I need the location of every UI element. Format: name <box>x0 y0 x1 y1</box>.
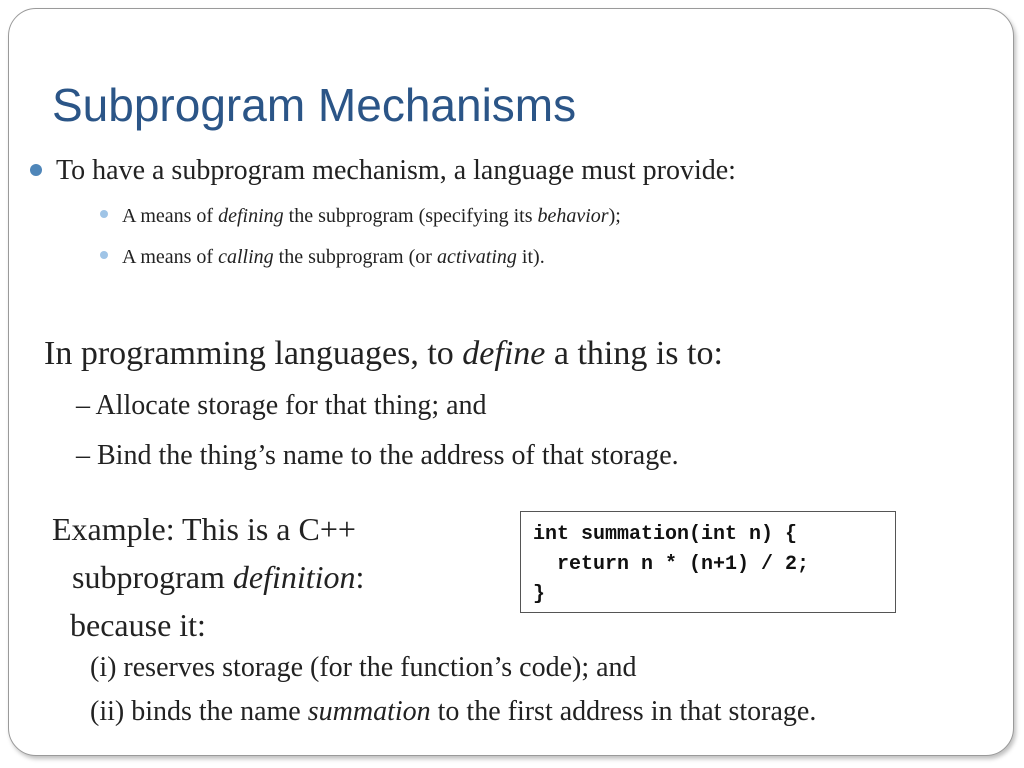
define-line-bind: – Bind the thing’s name to the address of that storage. <box>76 440 679 471</box>
code-block <box>520 511 896 613</box>
define-heading-text: In programming languages, to <box>44 335 463 372</box>
sub-bullet-defining <box>100 205 621 228</box>
sub-bullet-emphasis: defining <box>218 205 284 227</box>
sub-bullet-text: the subprogram (or <box>273 246 437 268</box>
slide-title: Subprogram Mechanisms <box>52 79 577 131</box>
example-emphasis: definition <box>232 559 356 595</box>
define-line-allocate: – Allocate storage for that thing; and <box>76 390 487 421</box>
sub-bullet-emphasis: activating <box>436 246 517 268</box>
sub-bullet-dot-icon <box>100 251 108 259</box>
reason-text-part: to the first address in that storage. <box>430 696 817 727</box>
sub-bullet-calling <box>100 246 545 269</box>
reason-text-part: (ii) binds the name <box>90 696 308 727</box>
define-heading <box>44 335 723 373</box>
sub-bullet-text: A means of <box>122 246 219 268</box>
sub-bullet-text: A means of <box>122 205 219 227</box>
main-bullet <box>30 155 736 187</box>
define-heading-text: a thing is to: <box>545 335 723 372</box>
reason-binds-name <box>90 696 816 728</box>
code-line-2: return n * (n+1) / 2; <box>533 553 810 576</box>
sub-bullet-dot-icon <box>100 210 108 218</box>
example-line-1: Example: This is a C++ <box>52 511 356 547</box>
reason-reserves-storage: (i) reserves storage (for the function’s code); and <box>90 652 637 683</box>
example-text-part: subprogram <box>72 559 233 595</box>
main-bullet-text: To have a subprogram mechanism, a language must provide: <box>56 155 736 186</box>
example-text <box>52 505 364 649</box>
sub-bullet-emphasis: calling <box>218 246 274 268</box>
sub-bullet-text: it). <box>516 246 545 268</box>
code-line-1: int summation(int n) { <box>533 523 798 546</box>
example-text-part: : <box>355 559 365 595</box>
code-line-3: } <box>533 583 546 606</box>
sub-bullet-text: ); <box>608 205 621 227</box>
example-line-2 <box>52 553 364 601</box>
bullet-dot-icon <box>30 164 42 176</box>
sub-bullet-text: the subprogram (specifying its <box>283 205 538 227</box>
example-line-3: because it: <box>70 607 206 643</box>
define-heading-emphasis: define <box>462 335 546 372</box>
sub-bullet-emphasis: behavior <box>537 205 609 227</box>
reason-emphasis: summation <box>307 696 431 727</box>
